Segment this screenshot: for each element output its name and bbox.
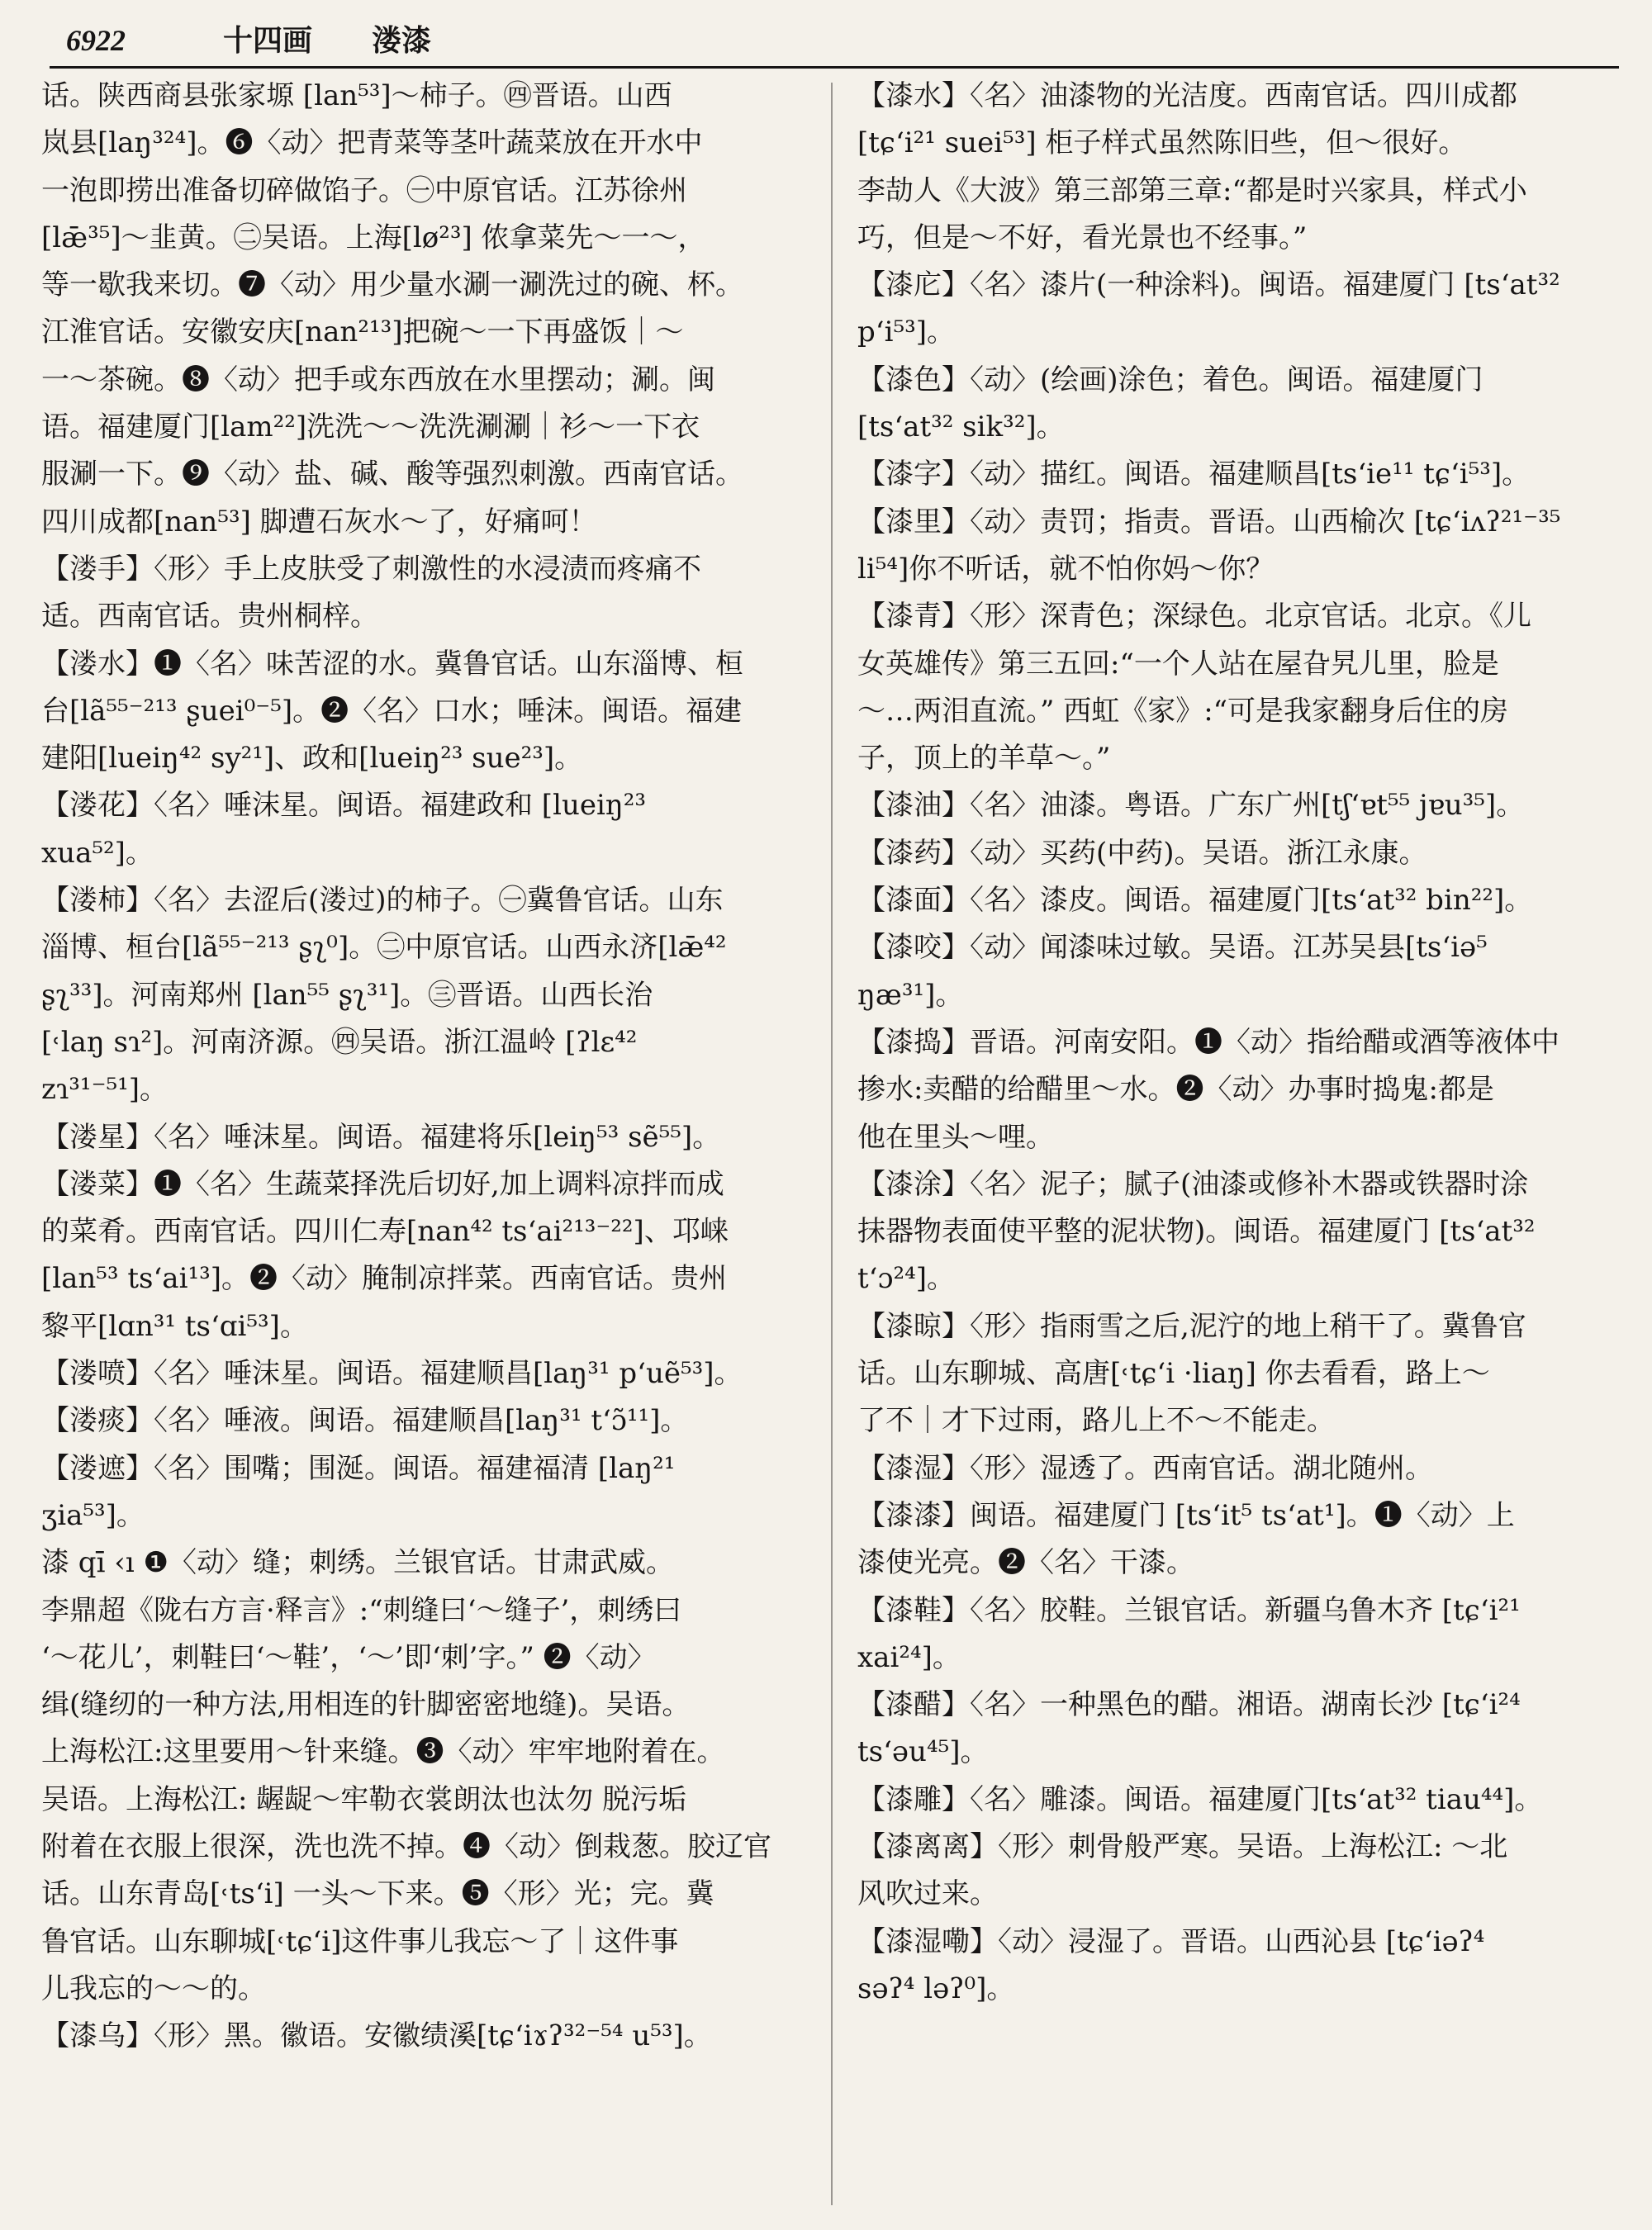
text-line: 【溇星】〈名〉唾沫星。闽语。福建将乐[leiŋ⁵³ sẽ⁵⁵]。 xyxy=(41,1120,721,1154)
text-line: 附着在衣服上很深，洗也洗不掉。❹〈动〉倒栽葱。胶辽官 xyxy=(41,1829,771,1863)
text-line: 【漆乌】〈形〉黑。徽语。安徽绩溪[tɕ‘iɤʔ³²⁻⁵⁴ u⁵³]。 xyxy=(41,2019,712,2053)
text-line: 【漆漆】闽语。福建厦门 [ts‘it⁵ ts‘at¹]。❶〈动〉上 xyxy=(857,1498,1515,1532)
text-line: 岚县[laŋ³²⁴]。❻〈动〉把青菜等茎叶蔬菜放在开水中 xyxy=(41,126,703,160)
text-line: [˓laŋ sɿ²]。河南济源。㊃吴语。浙江温岭 [ʔlɛ⁴² xyxy=(41,1025,638,1059)
text-line: 【漆药】〈动〉买药(中药)。吴语。浙江永康。 xyxy=(857,836,1427,870)
header-characters: 溇漆 xyxy=(372,23,432,58)
text-line: 上海松江:这里要用～针来缝。❸〈动〉牢牢地附着在。 xyxy=(41,1735,725,1769)
text-line: 子，顶上的羊草～。” xyxy=(857,742,1111,776)
text-line: [lǣ³⁵]～韭黄。㊁吴语。上海[lø²³] 侬拿菜先～一～， xyxy=(41,221,706,254)
text-line: 漆 qī ‹ı ❶〈动〉缝；刺绣。兰银官话。甘肃武威。 xyxy=(41,1546,675,1580)
text-line: 话。山东青岛[˓ts‘i] 一头～下来。❺〈形〉光；完。冀 xyxy=(41,1877,714,1911)
page-header xyxy=(66,17,1619,64)
text-line: 【漆面】〈名〉漆皮。闽语。福建厦门[ts‘at³² bin²²]。 xyxy=(857,884,1533,918)
text-line: 【溇喷】〈名〉唾沫星。闽语。福建顺昌[laŋ³¹ p‘uẽ⁵³]。 xyxy=(41,1357,743,1391)
text-line: ～…两泪直流。” 西虹《家》:“可是我家翻身后住的房 xyxy=(857,694,1509,728)
text-line: 淄博、桓台[lã⁵⁵⁻²¹³ ʂʅ⁰]。㊁中原官话。山西永济[lǣ⁴² xyxy=(41,931,727,965)
text-line: 风吹过来。 xyxy=(857,1877,998,1911)
text-line: li⁵⁴]你不听话，就不怕你妈～你？ xyxy=(857,552,1275,586)
text-line: ʂʅ³³]。河南郑州 [lan⁵⁵ ʂʅ³¹]。㊂晋语。山西长治 xyxy=(41,978,653,1012)
text-line: 掺水:卖醋的给醋里～水。❷〈动〉办事时捣鬼:都是 xyxy=(857,1073,1494,1107)
text-line: 儿我忘的～～的。 xyxy=(41,1971,266,2005)
text-line: 话。陕西商县张家塬 [lan⁵³]～柿子。㊃晋语。山西 xyxy=(41,79,672,112)
text-line: 话。山东聊城、高唐[˓tɕ‘i ·liaŋ] 你去看看，路上～ xyxy=(857,1357,1490,1391)
text-line: 漆使光亮。❷〈名〉干漆。 xyxy=(857,1546,1194,1580)
text-line: 江淮官话。安徽安庆[nan²¹³]把碗～一下再盛饭｜～ xyxy=(41,316,684,349)
text-line: 【溇痰】〈名〉唾液。闽语。福建顺昌[laŋ³¹ t‘ɔ̃¹¹]。 xyxy=(41,1404,689,1438)
text-line: 一泡即捞出准备切碎做馅子。㊀中原官话。江苏徐州 xyxy=(41,173,687,207)
text-line: 李鼎超《陇右方言·释言》:“刺缝曰‘～缝子’，刺绣曰 xyxy=(41,1593,682,1627)
text-line: 适。西南官话。贵州桐梓。 xyxy=(41,600,378,633)
text-line: xai²⁴]。 xyxy=(857,1640,961,1674)
text-line: xua⁵²]。 xyxy=(41,836,154,870)
text-line: 吴语。上海松江: 龌龊～牢勒衣裳朗汰也汰勿 脱污垢 xyxy=(41,1782,687,1816)
text-line: 的菜肴。西南官话。四川仁寿[nan⁴² ts‘ai²¹³⁻²²]、邛崃 xyxy=(41,1215,729,1249)
left-column xyxy=(41,73,809,2060)
text-line: 四川成都[nan⁵³] 脚遭石灰水～了，好痛呵！ xyxy=(41,505,597,539)
text-line: p‘i⁵³]。 xyxy=(857,316,955,349)
text-line: zɿ³¹⁻⁵¹]。 xyxy=(41,1073,169,1107)
text-line: 缉(缝纫的一种方法,用相连的针脚密密地缝)。吴语。 xyxy=(41,1688,691,1722)
text-line: 鲁官话。山东聊城[˓tɕ‘i]这件事儿我忘～了｜这件事 xyxy=(41,1924,679,1958)
text-line: 【溇菜】❶〈名〉生蔬菜择洗后切好,加上调料凉拌而成 xyxy=(41,1167,724,1201)
text-line: 【漆庀】〈名〉漆片(一种涂料)。闽语。福建厦门 [ts‘at³² xyxy=(857,268,1560,302)
text-line: 【溇手】〈形〉手上皮肤受了刺激性的水浸渍而疼痛不 xyxy=(41,552,701,586)
right-column xyxy=(857,73,1617,2013)
text-line: 黎平[lɑn³¹ ts‘ɑi⁵³]。 xyxy=(41,1309,308,1343)
text-line: 【漆油】〈名〉油漆。粤语。广东广州[tʃ‘ɐt⁵⁵ jɐu³⁵]。 xyxy=(857,789,1525,823)
text-line: 台[lã⁵⁵⁻²¹³ ʂuei⁰⁻⁵]。❷〈名〉口水；唾沫。闽语。福建 xyxy=(41,694,743,728)
text-line: 【漆醋】〈名〉一种黑色的醋。湘语。湖南长沙 [tɕ‘i²⁴ xyxy=(857,1688,1521,1722)
text-line: 等一歇我来切。❼〈动〉用少量水涮一涮洗过的碗、杯。 xyxy=(41,268,743,302)
text-line: 【漆里】〈动〉责罚；指责。晋语。山西榆次 [tɕ‘iʌʔ²¹⁻³⁵ xyxy=(857,505,1561,539)
text-line: 【漆鞋】〈名〉胶鞋。兰银官话。新疆乌鲁木齐 [tɕ‘i²¹ xyxy=(857,1593,1521,1627)
text-line: [ts‘at³² sik³²]。 xyxy=(857,410,1065,444)
text-line: 【漆色】〈动〉(绘画)涂色；着色。闽语。福建厦门 xyxy=(857,363,1483,396)
text-line: 一～茶碗。❽〈动〉把手或东西放在水里摆动；涮。闽 xyxy=(41,363,715,396)
text-line: 服涮一下。❾〈动〉盐、碱、酸等强烈刺激。西南官话。 xyxy=(41,458,743,491)
text-line: ts‘əu⁴⁵]。 xyxy=(857,1735,989,1769)
stroke-section: 十四画 xyxy=(223,23,313,58)
text-line: 【漆湿】〈形〉湿透了。西南官话。湖北随州。 xyxy=(857,1451,1433,1485)
text-line: [tɕ‘i²¹ suei⁵³] 柜子样式虽然陈旧些，但～很好。 xyxy=(857,126,1467,160)
text-line: 【漆雕】〈名〉雕漆。闽语。福建厦门[ts‘at³² tiau⁴⁴]。 xyxy=(857,1782,1543,1816)
text-line: 【溇花】〈名〉唾沫星。闽语。福建政和 [lueiŋ²³ xyxy=(41,789,646,823)
text-line: ‘～花儿’，刺鞋曰‘～鞋’，‘～’即‘刺’字。” ❷〈动〉 xyxy=(41,1640,656,1674)
text-line: [lan⁵³ ts‘ai¹³]。❷〈动〉腌制凉拌菜。西南官话。贵州 xyxy=(41,1262,727,1296)
text-line: səʔ⁴ ləʔ⁰]。 xyxy=(857,1971,1015,2005)
text-line: 【漆青】〈形〉深青色；深绿色。北京官话。北京。《儿 xyxy=(857,600,1531,633)
header-rule xyxy=(50,66,1619,69)
text-line: 【漆涂】〈名〉泥子；腻子(油漆或修补木器或铁器时涂 xyxy=(857,1167,1529,1201)
text-line: 他在里头～哩。 xyxy=(857,1120,1054,1154)
text-line: 【漆字】〈动〉描红。闽语。福建顺昌[ts‘ie¹¹ tɕ‘i⁵³]。 xyxy=(857,458,1531,491)
text-line: ŋæ³¹]。 xyxy=(857,978,964,1012)
text-line: ʒia⁵³]。 xyxy=(41,1498,145,1532)
text-line: 女英雄传》第三五回:“一个人站在屋旮旯儿里，脸是 xyxy=(857,647,1499,681)
text-line: 【溇柿】〈名〉去涩后(溇过)的柿子。㊀冀鲁官话。山东 xyxy=(41,884,724,918)
text-line: 【漆咬】〈动〉闻漆味过敏。吴语。江苏吴县[ts‘iə⁵ xyxy=(857,931,1488,965)
text-line: 【溇遮】〈名〉围嘴；围涎。闽语。福建福清 [laŋ²¹ xyxy=(41,1451,676,1485)
text-line: 【溇水】❶〈名〉味苦涩的水。冀鲁官话。山东淄博、桓 xyxy=(41,647,743,681)
text-line: 抹器物表面使平整的泥状物)。闽语。福建厦门 [ts‘at³² xyxy=(857,1215,1536,1249)
text-line: 【漆捣】晋语。河南安阳。❶〈动〉指给醋或酒等液体中 xyxy=(857,1025,1559,1059)
page-number: 6922 xyxy=(66,24,126,57)
text-line: 【漆水】〈名〉油漆物的光洁度。西南官话。四川成都 xyxy=(857,79,1517,112)
text-line: 语。福建厦门[lam²²]洗洗～～洗洗涮涮｜衫～一下衣 xyxy=(41,410,700,444)
text-line: 了不｜才下过雨，路儿上不～不能走。 xyxy=(857,1404,1335,1438)
text-line: 李劼人《大波》第三部第三章:“都是时兴家具，样式小 xyxy=(857,173,1527,207)
text-line: 巧，但是～不好，看光景也不经事。” xyxy=(857,221,1308,254)
text-line: 【漆离离】〈形〉刺骨般严寒。吴语。上海松江: ～北 xyxy=(857,1829,1508,1863)
text-line: 【漆湿嘞】〈动〉浸湿了。晋语。山西沁县 [tɕ‘iəʔ⁴ xyxy=(857,1924,1485,1958)
column-divider xyxy=(831,83,833,2205)
text-line: 【漆晾】〈形〉指雨雪之后,泥泞的地上稍干了。冀鲁官 xyxy=(857,1309,1526,1343)
text-line: 建阳[lueiŋ⁴² sy²¹]、政和[lueiŋ²³ sue²³]。 xyxy=(41,742,583,776)
text-line: t‘ɔ²⁴]。 xyxy=(857,1262,956,1296)
